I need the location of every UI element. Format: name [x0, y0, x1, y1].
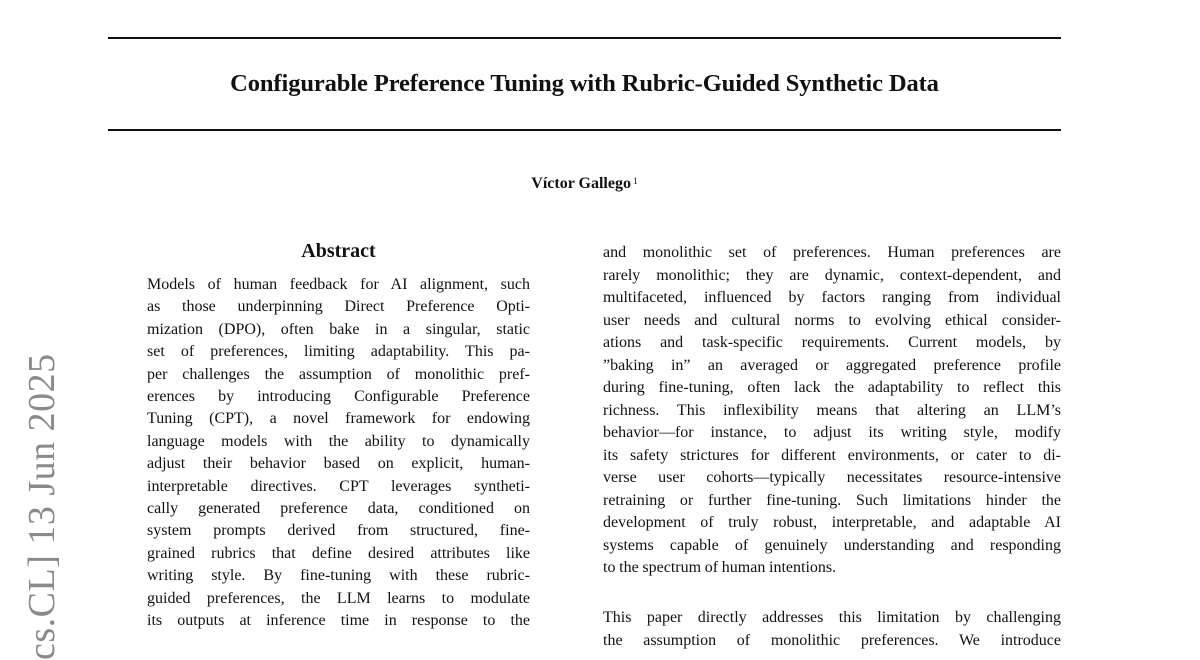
intro-line: behavior—for instance, to adjust its writing style, modify: [603, 424, 1061, 441]
intro-line: during fine-tuning, often lack the adaptability to reflect this: [603, 379, 1061, 396]
title-rule-bottom: [108, 129, 1061, 131]
abstract-body: [147, 274, 530, 633]
affiliation-mark: 1: [632, 177, 638, 187]
abstract-line: language models with the ability to dynamically: [147, 432, 530, 450]
intro-paragraph-1: [603, 242, 1061, 580]
abstract-heading: Abstract: [301, 240, 376, 262]
paper-title: Configurable Preference Tuning with Rubric-Guided Synthetic Data: [230, 70, 939, 97]
intro-line: This paper directly addresses this limitation by challenging: [603, 609, 1061, 626]
intro-line: retraining or further fine-tuning. Such limitations hinder the: [603, 491, 1061, 509]
intro-line: its safety strictures for different environments, or cater to di-: [603, 446, 1061, 464]
intro-line: systems capable of genuinely understanding and responding: [603, 536, 1061, 554]
abstract-line: Tuning (CPT), a novel framework for endowing: [147, 410, 530, 428]
title-rule-top: [108, 37, 1061, 39]
abstract-line: mization (DPO), often bake in a singular, static: [147, 320, 530, 338]
intro-paragraph-2: [603, 607, 1061, 652]
abstract-line: erences by introducing Configurable Preference: [147, 388, 530, 406]
abstract-line: interpretable directives. CPT leverages syntheti-: [147, 477, 530, 495]
abstract-line: adjust their behavior based on explicit, human-: [147, 455, 530, 473]
intro-line: the assumption of monolithic preferences. We introduce: [603, 631, 1061, 649]
abstract-line: Models of human feedback for AI alignment, such: [147, 276, 530, 293]
author-name: Víctor Gallego: [531, 175, 631, 192]
intro-line: ”baking in” an averaged or aggregated preference profile: [603, 356, 1061, 374]
intro-line: user needs and cultural norms to evolving ethical consider-: [603, 311, 1061, 329]
abstract-line: its outputs at inference time in response to the: [147, 612, 530, 630]
intro-line: multifaceted, influenced by factors ranging from individual: [603, 289, 1061, 306]
intro-line: to the spectrum of human intentions.: [603, 559, 837, 576]
author-line: [108, 173, 1061, 195]
abstract-line: grained rubrics that define desired attributes like: [147, 544, 530, 562]
abstract-line: guided preferences, the LLM learns to modulate: [147, 589, 530, 607]
abstract-line: per challenges the assumption of monolithic pref-: [147, 365, 530, 383]
arxiv-identifier-stamp: cs.CL] 13 Jun 2025: [21, 353, 63, 660]
intro-line: verse user cohorts—typically necessitates resource-intensive: [603, 469, 1061, 486]
abstract-line: system prompts derived from structured, fine-: [147, 522, 530, 540]
abstract-line: cally generated preference data, conditioned on: [147, 500, 530, 518]
intro-line: and monolithic set of preferences. Human preferences are: [603, 244, 1061, 261]
abstract-line: set of preferences, limiting adaptability. This pa-: [147, 343, 530, 361]
intro-line: richness. This inflexibility means that altering an LLM’s: [603, 401, 1061, 419]
intro-line: ations and task-specific requirements. Current models, by: [603, 334, 1061, 351]
intro-line: rarely monolithic; they are dynamic, context-dependent, and: [603, 266, 1061, 284]
abstract-line: writing style. By fine-tuning with these rubric-: [147, 567, 530, 585]
abstract-line: as those underpinning Direct Preference Opti-: [147, 298, 530, 316]
intro-line: development of truly robust, interpretable, and adaptable AI: [603, 514, 1061, 531]
